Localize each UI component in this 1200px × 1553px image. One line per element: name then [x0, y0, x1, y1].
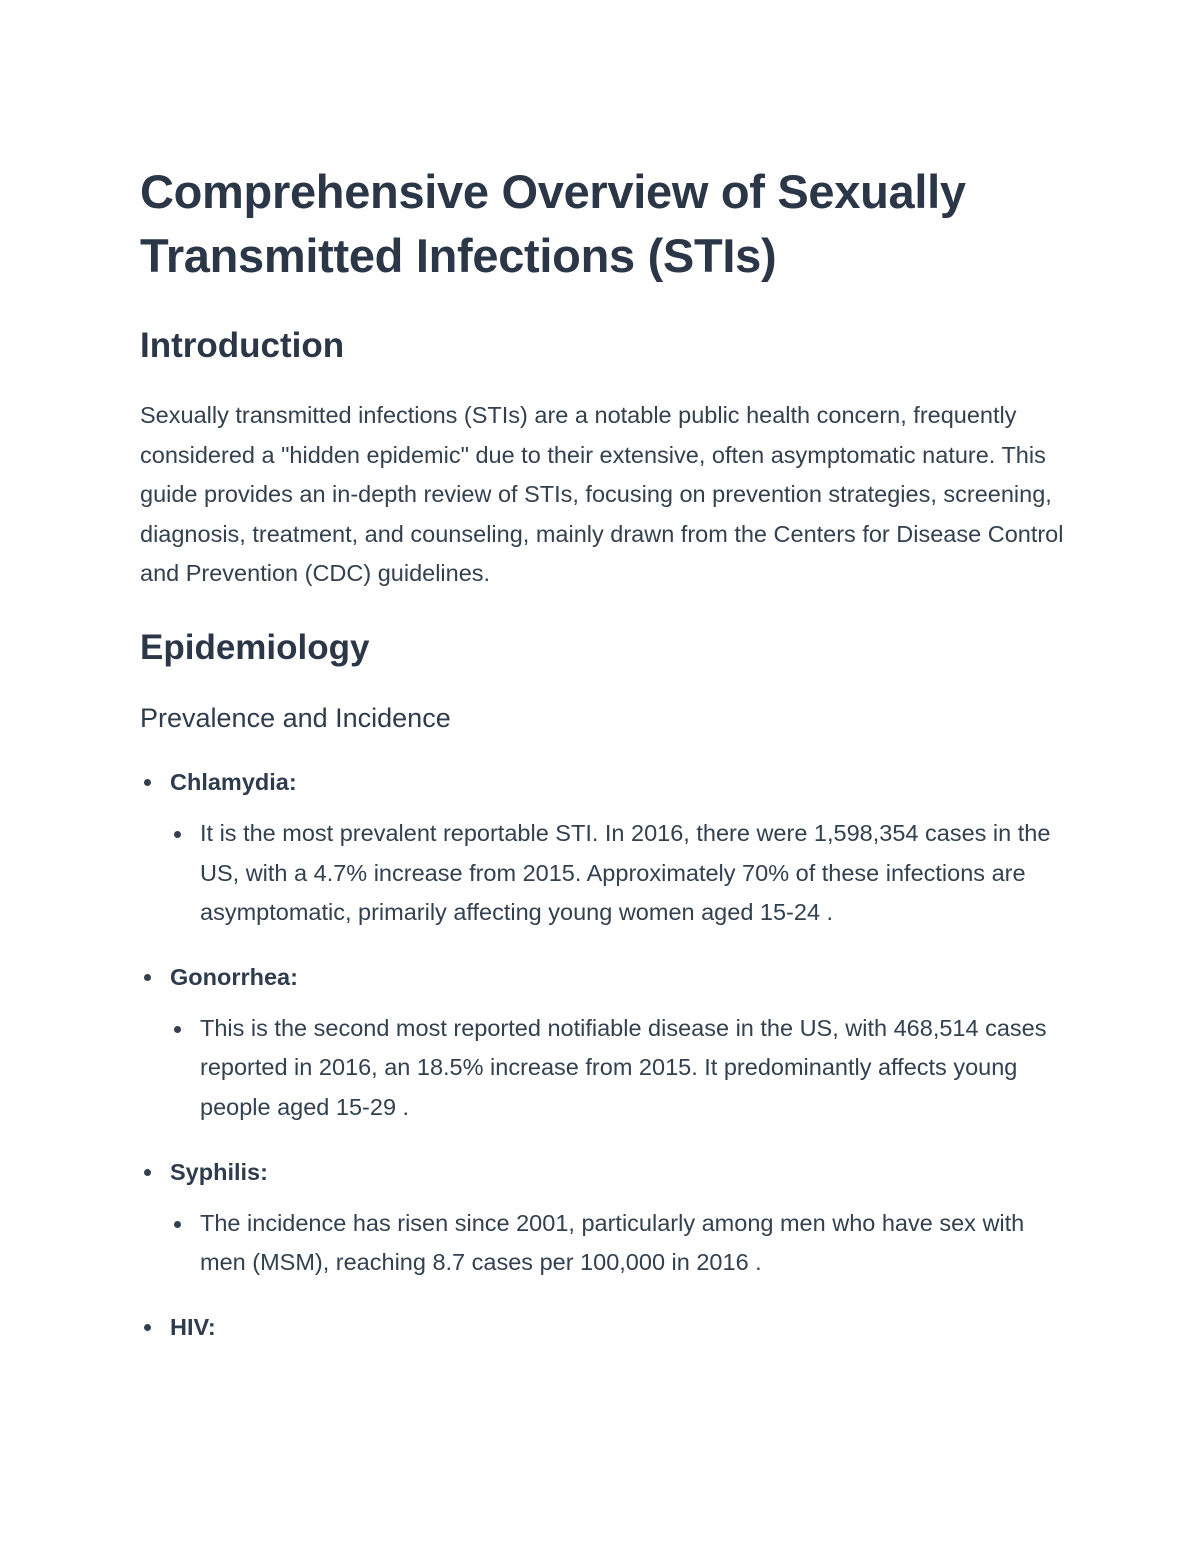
sub-list-item [170, 814, 1070, 933]
list-item-detail: The incidence has risen since 2001, particularly among men who have sex with men (MSM), reaching 8.7 cases per 100,000 in 2016 . [200, 1209, 1025, 1276]
document-title: Comprehensive Overview of Sexually Transmitted Infections (STIs) [140, 165, 966, 282]
bullet-icon [144, 974, 151, 981]
document-page [140, 160, 1070, 1347]
bullet-icon [144, 1169, 151, 1176]
list-item-term: Chlamydia: [170, 768, 297, 795]
list-item-gonorrhea [140, 957, 1070, 1128]
sub-list [170, 814, 1070, 933]
sub-list-item [170, 1009, 1070, 1128]
list-item-syphilis [140, 1152, 1070, 1283]
bullet-icon [144, 1324, 151, 1331]
introduction-heading: Introduction [140, 326, 345, 365]
list-item-chlamydia [140, 762, 1070, 933]
list-item-detail: This is the second most reported notifiable disease in the US, with 468,514 cases reported in 2016, an 18.5% increase from 2015. It predominantly affects young people aged 15-29 . [200, 1014, 1047, 1120]
list-item-hiv [140, 1307, 1070, 1347]
bullet-icon [174, 1026, 181, 1033]
list-item-term: Syphilis: [170, 1158, 268, 1185]
list-item-term: Gonorrhea: [170, 963, 298, 990]
sub-list-item [170, 1204, 1070, 1283]
bullet-icon [174, 831, 181, 838]
epidemiology-heading: Epidemiology [140, 627, 370, 667]
sub-list [170, 1009, 1070, 1128]
bullet-icon [144, 779, 151, 786]
bullet-icon [174, 1221, 181, 1228]
sub-list [170, 1204, 1070, 1283]
sti-list [140, 762, 1070, 1347]
list-item-detail: It is the most prevalent reportable STI. In 2016, there were 1,598,354 cases in the US, with a 4.7% increase from 2015. Approximately 70% of these infections are asymptomatic, primarily affecting young women aged 15-24 . [200, 819, 1051, 926]
prevalence-subheading: Prevalence and Incidence [140, 702, 451, 733]
introduction-paragraph: Sexually transmitted infections (STIs) are a notable public health concern, frequently considered a "hidden epidemic" due to their extensive, often asymptomatic nature. This guide provides an in-depth review of STIs, focusing on prevention strategies, screening, diagnosis, treatment, and counseling, mainly drawn from the Centers for Disease Control and Prevention (CDC) guidelines. [140, 402, 1064, 587]
list-item-term: HIV: [170, 1313, 216, 1340]
